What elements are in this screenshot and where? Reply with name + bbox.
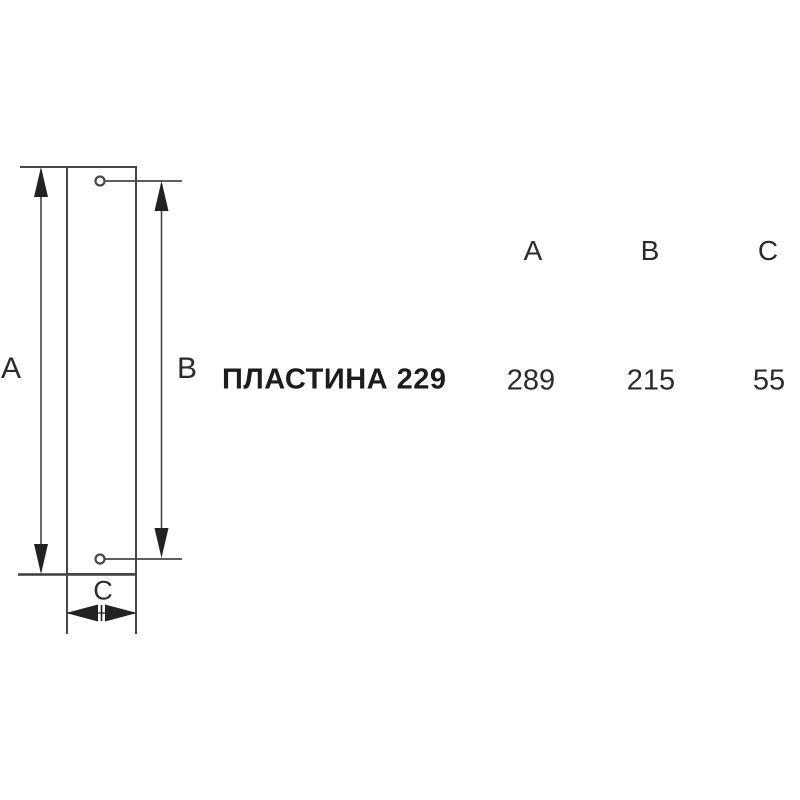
dimension-c-arrow-left (66, 605, 98, 622)
dimension-a-arrow-up (34, 167, 48, 197)
value-b: 215 (626, 364, 676, 397)
value-c: 55 (752, 364, 786, 397)
plate-diagram (0, 0, 220, 660)
mounting-hole-top (96, 177, 105, 186)
column-header-c: C (757, 235, 779, 266)
dimension-a-arrow-down (34, 544, 48, 574)
dimension-label-b: B (176, 352, 198, 385)
dimension-label-a: A (0, 352, 22, 385)
plate-outline (67, 167, 136, 574)
column-header-b: B (640, 235, 660, 266)
dimension-c-arrow-right (105, 605, 137, 622)
product-name: ПЛАСТИНА 229 (222, 363, 447, 396)
dimension-b-arrow-up (155, 181, 169, 211)
dimension-label-c: C (93, 575, 113, 606)
dimension-b-arrow-down (155, 528, 169, 558)
mounting-hole-bottom (96, 555, 105, 564)
column-header-a: A (523, 235, 543, 266)
value-a: 289 (506, 364, 556, 397)
